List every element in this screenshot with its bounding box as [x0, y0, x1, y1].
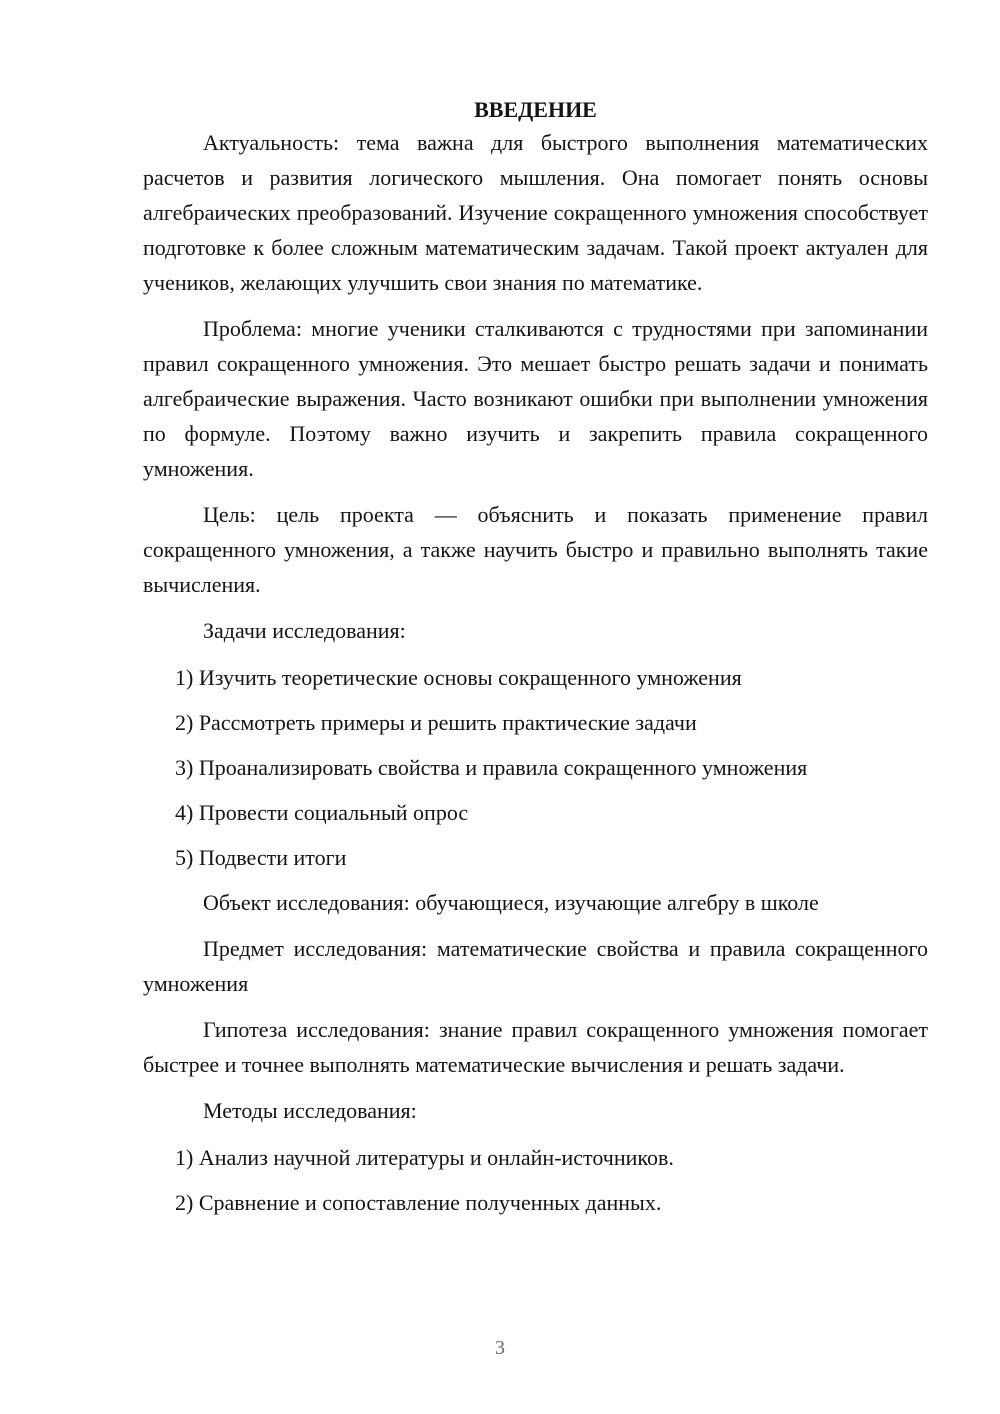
list-item: 3) Проанализировать свойства и правила сокращенного умножения: [175, 755, 808, 780]
hypothesis-paragraph: Гипотеза исследования: знание правил сокращенного умножения помогает быстрее и точнее выполнять математические вычисления и решать задачи.: [143, 1017, 928, 1077]
list-item: 5) Подвести итоги: [175, 845, 347, 870]
object-paragraph: Объект исследования: обучающиеся, изучающие алгебру в школе: [203, 890, 819, 915]
section-title: ВВЕДЕНИЕ: [474, 97, 597, 122]
page-number: 3: [495, 1337, 505, 1359]
list-item: 1) Анализ научной литературы и онлайн-источников.: [175, 1145, 674, 1170]
methods-list: [143, 1140, 928, 1220]
subject-paragraph: Предмет исследования: математические свойства и правила сокращенного умножения: [143, 936, 928, 996]
tasks-heading: Задачи исследования:: [203, 618, 406, 643]
tasks-list: [143, 660, 928, 875]
list-item: 1) Изучить теоретические основы сокращенного умножения: [175, 665, 742, 690]
problem-paragraph: Проблема: многие ученики сталкиваются с трудностями при запоминании правил сокращенного умножения. Это мешает быстро решать задачи и понимать алгебраические выражения. Часто возникают ошибки при выполнении умножения по формуле. Поэтому важно изучить и закрепить правила сокращенного умножения.: [143, 316, 928, 481]
list-item: 2) Сравнение и сопоставление полученных данных.: [175, 1190, 662, 1215]
methods-heading: Методы исследования:: [203, 1098, 417, 1123]
goal-paragraph: Цель: цель проекта — объяснить и показать применение правил сокращенного умножения, а также научить быстро и правильно выполнять такие вычисления.: [143, 502, 928, 597]
list-item: 4) Провести социальный опрос: [175, 800, 469, 825]
list-item: 2) Рассмотреть примеры и решить практические задачи: [175, 710, 697, 735]
relevance-paragraph: Актуальность: тема важна для быстрого выполнения математических расчетов и развития логического мышления. Она помогает понять основы алгебраических преобразований. Изучение сокращенного умножения способствует подготовке к более сложным математическим задачам. Такой проект актуален для учеников, желающих улучшить свои знания по математике.: [143, 130, 928, 295]
